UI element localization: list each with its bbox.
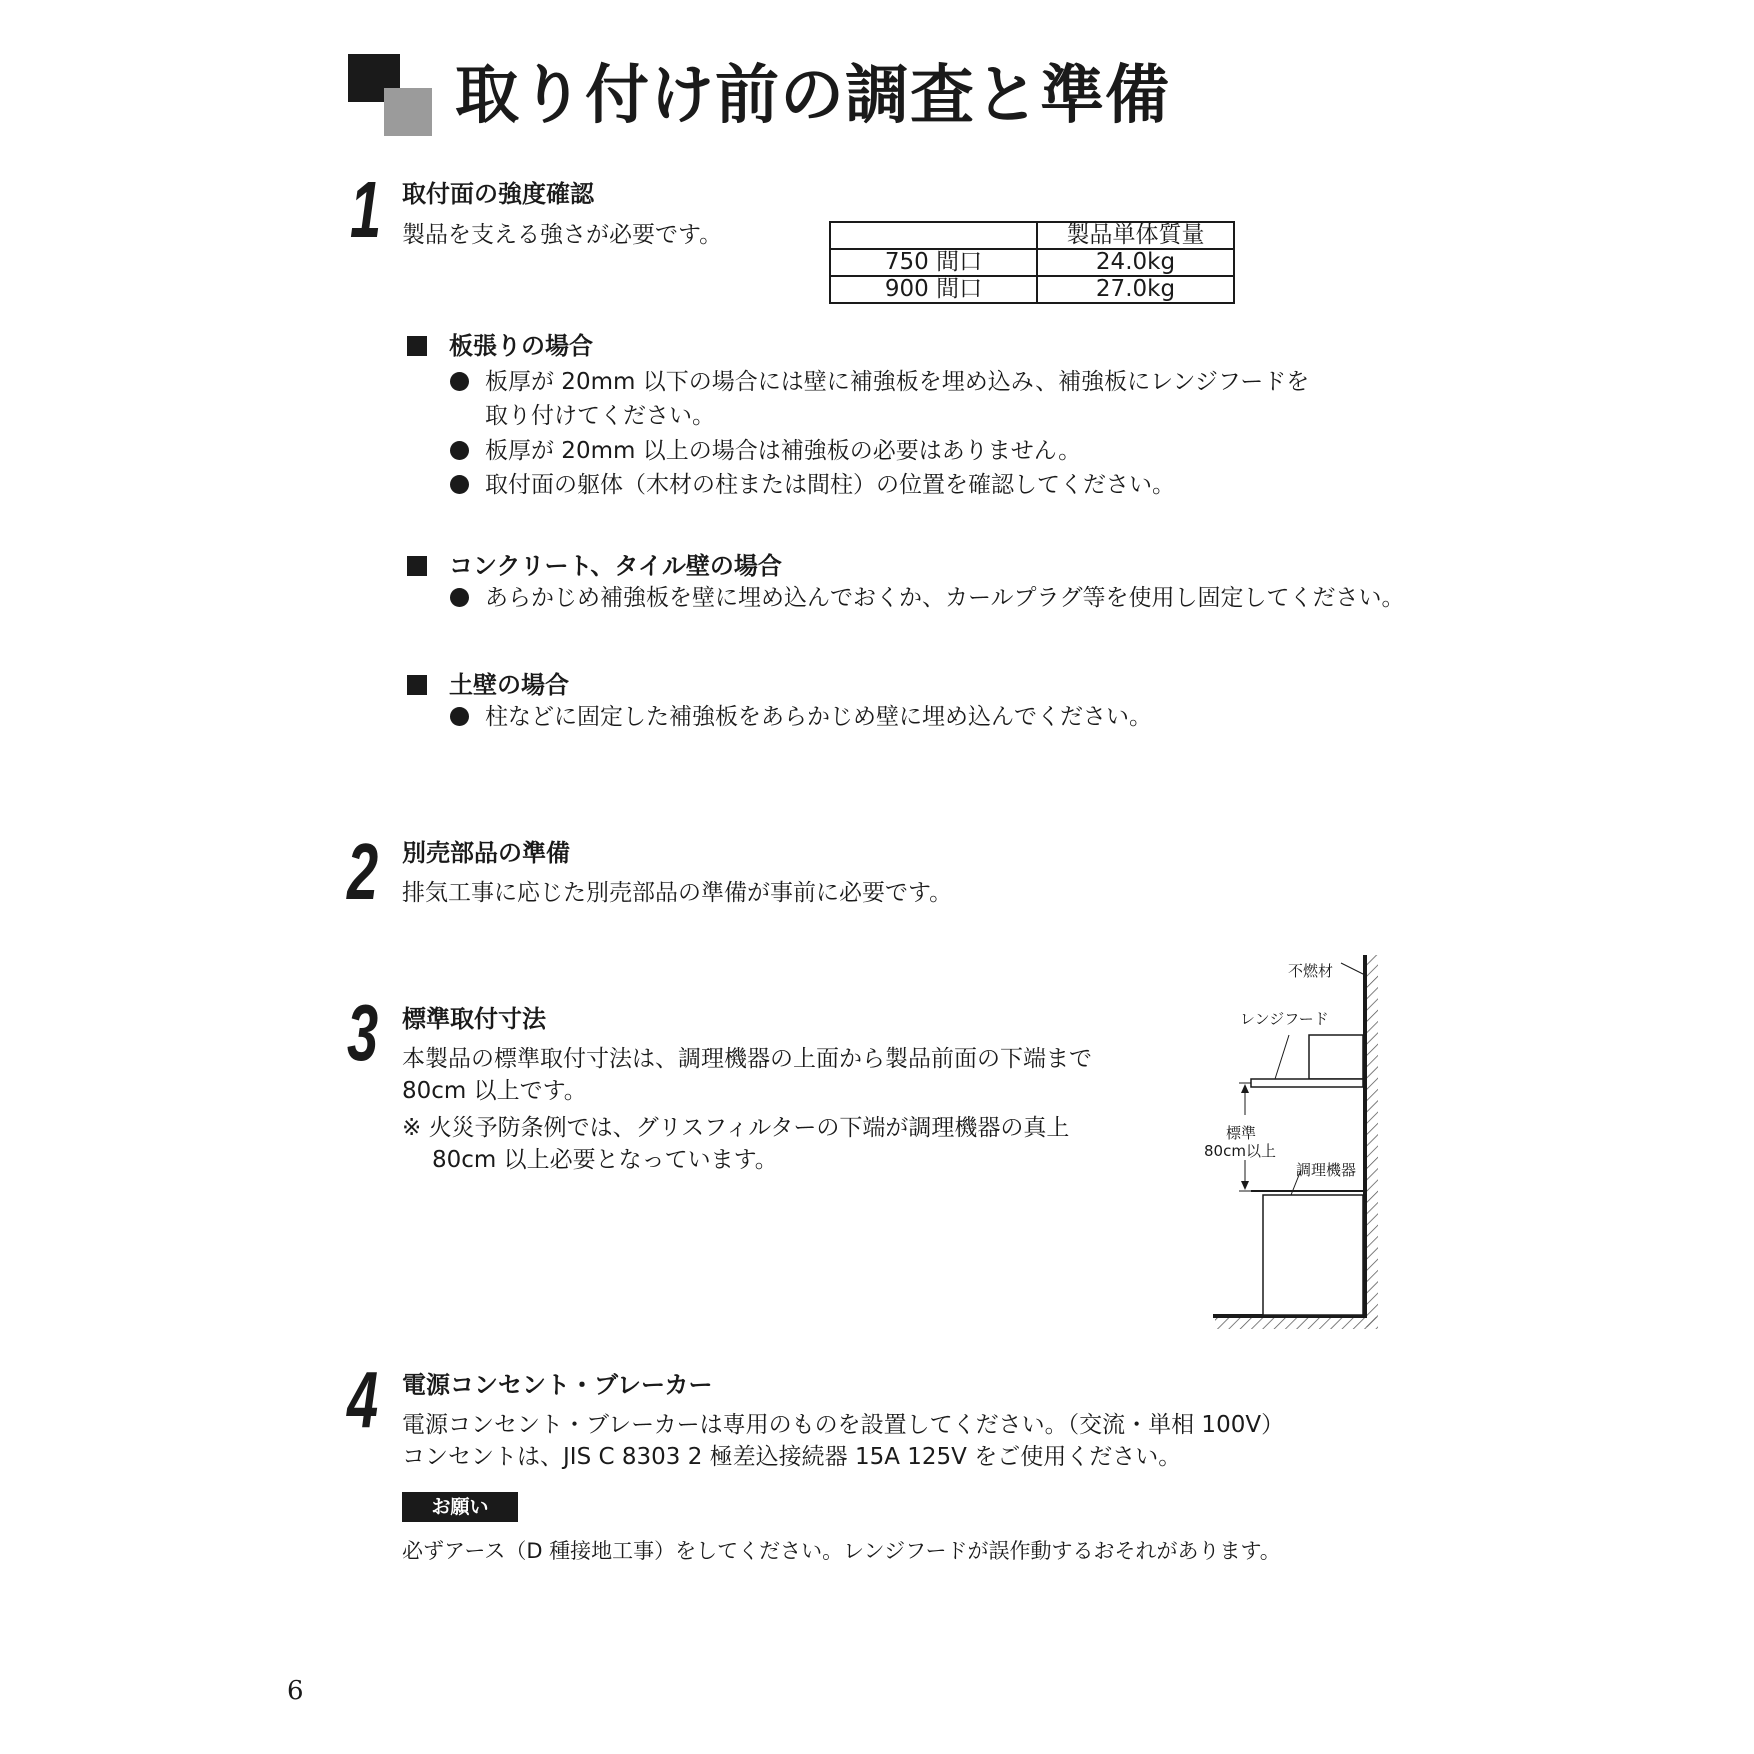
section-heading-concrete: コンクリート、タイル壁の場合 (407, 549, 782, 583)
step-3-note-line: 80cm 以上必要となっています。 (432, 1147, 778, 1173)
bullet-dot-icon (450, 588, 469, 607)
cooking-appliance (1263, 1195, 1363, 1315)
step-1-heading: 取付面の強度確認 (402, 180, 594, 208)
diagram-label-standard: 標準 (1226, 1124, 1257, 1142)
request-badge: お願い (402, 1492, 518, 1522)
section-heading-earthen-wall: 土壁の場合 (407, 668, 569, 702)
step-3-text-line: 本製品の標準取付寸法は、調理機器の上面から製品前面の下端まで (402, 1046, 1092, 1072)
diagram-label-cooking-appliance: 調理機器 (1296, 1161, 1357, 1179)
step-2-number: 2 (347, 827, 379, 916)
diagram-label-range-hood: レンジフード (1240, 1010, 1329, 1028)
page-title: 取り付け前の調査と準備 (455, 59, 1170, 133)
step-3-text-line: 80cm 以上です。 (402, 1078, 587, 1104)
bullet-dot-icon (450, 475, 469, 494)
step-2-text: 排気工事に応じた別売部品の準備が事前に必要です。 (402, 880, 953, 906)
range-hood-body (1309, 1035, 1363, 1079)
page-number: 6 (287, 1676, 304, 1706)
square-bullet-icon (407, 336, 427, 356)
leader-line-hood (1275, 1035, 1289, 1079)
table-cell: 900 間口 (830, 276, 1037, 303)
diagram-label-80cm: 80cm以上 (1204, 1142, 1276, 1160)
square-bullet-icon (407, 675, 427, 695)
grounding-notice: 必ずアース（D 種接地工事）をしてください。レンジフードが誤作動するおそれがあります。 (402, 1539, 1281, 1563)
step-4-text-line: コンセントは、JIS C 8303 2 極差込接続器 15A 125V をご使用ください。 (402, 1444, 1182, 1470)
section-heading-board: 板張りの場合 (407, 329, 593, 363)
table-header-cell: 製品単体質量 (1037, 222, 1234, 249)
step-1-lead: 製品を支える強さが必要です。 (402, 222, 723, 248)
step-4-heading: 電源コンセント・ブレーカー (402, 1371, 713, 1399)
table-row (830, 222, 1234, 249)
leader-line-wall (1341, 963, 1365, 975)
step-1-number: 1 (350, 165, 382, 254)
step-4-number: 4 (347, 1355, 379, 1444)
dimension-arrow-down-icon (1241, 1181, 1249, 1190)
title-mark-gray-square (384, 88, 432, 136)
floor-hatching (1215, 1317, 1378, 1329)
table-cell: 27.0kg (1037, 276, 1234, 303)
diagram-label-noncombustible: 不燃材 (1288, 962, 1334, 980)
table-cell: 750 間口 (830, 249, 1037, 276)
range-hood-bottom (1251, 1079, 1363, 1087)
step-3-note-line: ※ 火災予防条例では、グリスフィルターの下端が調理機器の真上 (402, 1115, 1070, 1141)
table-header-cell (830, 222, 1037, 249)
table-cell: 24.0kg (1037, 249, 1234, 276)
dimension-arrow-up-icon (1241, 1084, 1249, 1093)
step-3-number: 3 (347, 988, 379, 1077)
table-row (830, 276, 1234, 303)
step-4-text-line: 電源コンセント・ブレーカーは専用のものを設置してください。（交流・単相 100V） (402, 1412, 1285, 1438)
product-weight-table (829, 221, 1235, 304)
wall-hatching (1366, 955, 1378, 1327)
step-3-heading: 標準取付寸法 (402, 1005, 546, 1033)
step-2-heading: 別売部品の準備 (402, 839, 570, 867)
bullet-dot-icon (450, 441, 469, 460)
table-row (830, 249, 1234, 276)
bullet-dot-icon (450, 707, 469, 726)
square-bullet-icon (407, 556, 427, 576)
bullet-dot-icon (450, 372, 469, 391)
